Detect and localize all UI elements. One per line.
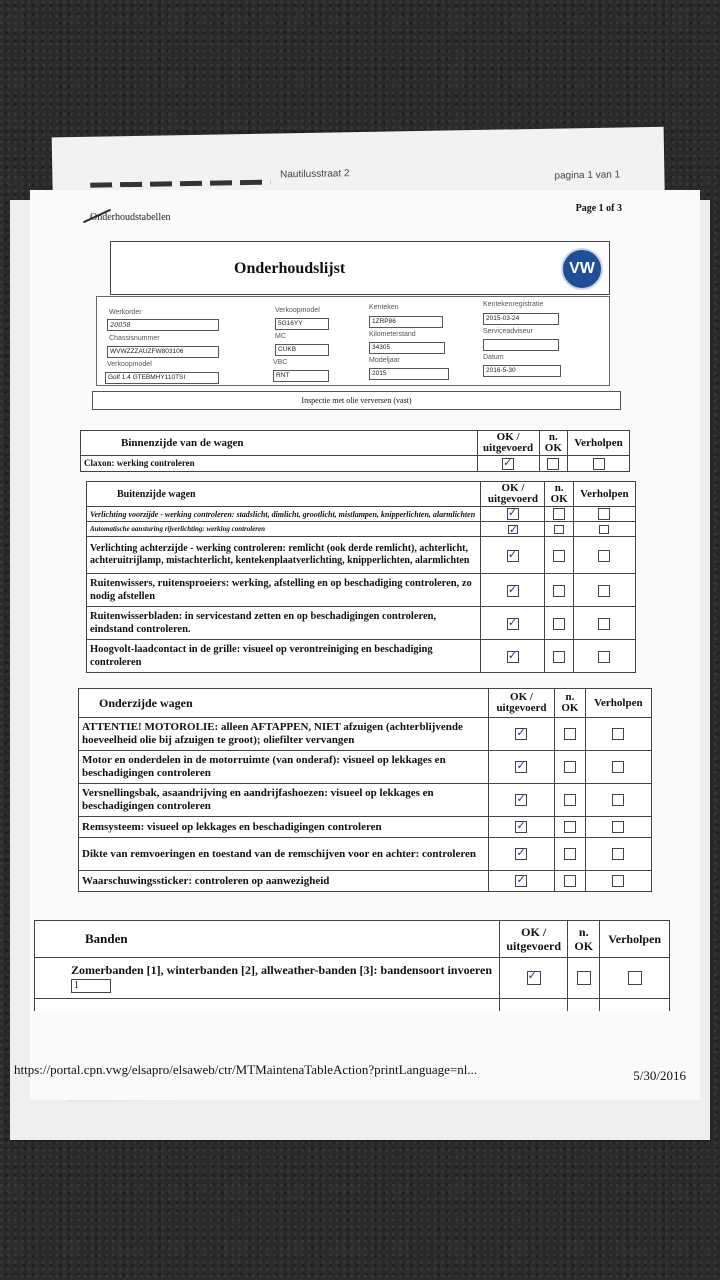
- nok-checkbox[interactable]: [564, 875, 576, 887]
- kenteken-label: Kenteken: [369, 304, 399, 311]
- ok-checkbox[interactable]: [508, 525, 518, 534]
- table-row: [87, 537, 636, 574]
- col-ok-header: OK / uitgevoerd: [477, 431, 539, 456]
- fix-checkbox[interactable]: [598, 585, 610, 597]
- nok-checkbox[interactable]: [553, 550, 565, 562]
- section-banden: [34, 920, 670, 1011]
- verkoopmodel2-label: Verkoopmodel: [107, 361, 152, 368]
- ok-checkbox[interactable]: [515, 761, 527, 773]
- section-title: Buitenzijde wagen: [87, 482, 481, 507]
- ok-checkbox[interactable]: [515, 875, 527, 887]
- row-text: Versnellingsbak, asaandrijving en aandrijfashoezen: visueel op lekkages en beschadigingen controleren: [79, 784, 489, 817]
- section-buitenzijde: [86, 481, 636, 673]
- row-text: Motor en onderdelen in de motorruimte (van onderaf): visueel op lekkages en beschadigingen controleren: [79, 751, 489, 784]
- row-text: Waarschuwingssticker: controleren op aanwezigheid: [79, 871, 489, 892]
- table-row: [79, 817, 652, 838]
- kilometerstand-label: Kilometerstand: [369, 331, 416, 338]
- kentekenregistratie-value: 2015-03-24: [483, 313, 559, 325]
- ok-checkbox[interactable]: [507, 618, 519, 630]
- row-text: Ruitenwisserbladen: in servicestand zetten en op beschadigingen controleren, eindstand controleren.: [87, 607, 481, 640]
- chassisnummer-label: Chassisnummer: [109, 335, 160, 342]
- nok-checkbox[interactable]: [554, 525, 564, 534]
- fix-checkbox[interactable]: [612, 848, 624, 860]
- col-ok-header: OK / uitgevoerd: [481, 482, 545, 507]
- section-onderzijde: [78, 688, 652, 892]
- col-nok-header: n. OK: [539, 431, 567, 456]
- table-row: [87, 574, 636, 607]
- row-text: Verlichting voorzijde - werking controleren: stadslicht, dimlicht, grootlicht, mistlampen, knipperlichten, alarmlichten: [87, 507, 481, 522]
- section-title: Banden: [35, 921, 500, 958]
- verkoopmodel-label: Verkoopmodel: [275, 307, 320, 314]
- nok-checkbox[interactable]: [564, 848, 576, 860]
- nok-checkbox[interactable]: [553, 585, 565, 597]
- fix-checkbox[interactable]: [612, 761, 624, 773]
- table-row: [87, 522, 636, 537]
- row-text: [35, 958, 500, 999]
- table-row: [79, 751, 652, 784]
- row-text: Automatische aansturing rijverlichting: werking controleren: [87, 522, 481, 537]
- vw-logo-icon: VW: [561, 248, 603, 290]
- ok-checkbox[interactable]: [502, 458, 514, 470]
- table-row: [79, 838, 652, 871]
- table-row: [87, 607, 636, 640]
- inspection-type: Inspectie met olie verversen (vast): [92, 391, 621, 410]
- fix-checkbox[interactable]: [612, 728, 624, 740]
- row-text-label: Zomerbanden [1], winterbanden [2], allweather-banden [3]: bandensoort invoeren: [71, 962, 493, 977]
- fix-checkbox[interactable]: [598, 651, 610, 663]
- vbc-value: RNT: [273, 370, 329, 382]
- footer-url: https://portal.cpn.vwg/elsapro/elsaweb/ctr/MTMaintenaTableAction?printLanguage=nl...: [14, 1062, 478, 1077]
- fix-checkbox[interactable]: [593, 458, 605, 470]
- mc-label: MC: [275, 333, 286, 340]
- page-number: Page 1 of 3: [575, 203, 622, 214]
- nok-checkbox[interactable]: [553, 651, 565, 663]
- werkorder-label: Werkorder: [109, 309, 142, 316]
- tire-type-input[interactable]: 1: [71, 979, 111, 993]
- table-row: [35, 958, 670, 999]
- col-fix-header: Verholpen: [600, 921, 670, 958]
- fix-checkbox[interactable]: [628, 971, 642, 985]
- table-row: [87, 507, 636, 522]
- serviceadviseur-value: [483, 339, 559, 351]
- title-box: [110, 241, 610, 295]
- back-sheet-street: Nautilusstraat 2: [279, 168, 350, 181]
- table-row: [79, 871, 652, 892]
- row-text: Verlichting achterzijde - werking controleren: remlicht (ook derde remlicht), achterlicht, achteruitrijlamp, mistachterlicht, kentekenplaatverlichting, knipperlichten, alarmlichten: [87, 537, 481, 574]
- col-nok-header: n. OK: [568, 921, 600, 958]
- row-text: ATTENTIE! MOTOROLIE: alleen AFTAPPEN, NIET afzuigen (achterblijvende hoeveelheid olie bij afzuigen te groot); oliefilter vervangen: [79, 718, 489, 751]
- nok-checkbox[interactable]: [553, 508, 565, 520]
- row-text: Remsysteem: visueel op lekkages en beschadigingen controleren: [79, 817, 489, 838]
- table-row: [79, 718, 652, 751]
- vbc-label: VBC: [273, 359, 288, 366]
- col-ok-header: OK / uitgevoerd: [500, 921, 568, 958]
- row-text: Hoogvolt-laadcontact in de grille: visueel op verontreiniging en beschadiging controleren: [87, 640, 481, 673]
- fix-checkbox[interactable]: [598, 550, 610, 562]
- verkoopmodel2-value: Golf 1.4 GTEBMHY110TSI: [105, 372, 219, 384]
- datum-value: 2016-5-30: [483, 365, 561, 377]
- ok-checkbox[interactable]: [515, 821, 527, 833]
- vehicle-info-box: [96, 296, 610, 386]
- modeljaar-value: 2015: [369, 368, 449, 380]
- col-fix-header: Verholpen: [568, 431, 630, 456]
- chassisnummer-value: WVWZZZAUZFW803106: [107, 346, 219, 358]
- back-sheet-page: pagina 1 van 1: [554, 169, 621, 182]
- fix-checkbox[interactable]: [598, 508, 610, 520]
- serviceadviseur-label: Serviceadviseur: [483, 328, 533, 335]
- document-title: Onderhoudslijst: [234, 260, 346, 277]
- ok-checkbox[interactable]: [527, 971, 541, 985]
- modeljaar-label: Modeljaar: [369, 357, 400, 364]
- nok-checkbox[interactable]: [564, 821, 576, 833]
- ok-checkbox[interactable]: [507, 508, 519, 520]
- nok-checkbox[interactable]: [564, 728, 576, 740]
- nok-checkbox[interactable]: [553, 618, 565, 630]
- col-fix-header: Verholpen: [573, 482, 635, 507]
- col-nok-header: n. OK: [555, 689, 586, 718]
- werkorder-value: 20058: [107, 319, 219, 331]
- fix-checkbox[interactable]: [598, 618, 610, 630]
- row-text: Ruitenwissers, ruitensproeiers: werking, afstelling en op beschadiging controleren, zo nodig afstellen: [87, 574, 481, 607]
- ok-checkbox[interactable]: [515, 794, 527, 806]
- ok-checkbox[interactable]: [515, 728, 527, 740]
- document-label: Onderhoudstabellen: [90, 212, 171, 223]
- table-row: [35, 999, 670, 1012]
- nok-checkbox[interactable]: [577, 971, 591, 985]
- verkoopmodel-value: 5G16YY: [275, 318, 329, 330]
- fix-checkbox[interactable]: [612, 821, 624, 833]
- nok-checkbox[interactable]: [564, 761, 576, 773]
- ok-checkbox[interactable]: [507, 585, 519, 597]
- fix-checkbox[interactable]: [612, 794, 624, 806]
- table-row: [87, 640, 636, 673]
- nok-checkbox[interactable]: [564, 794, 576, 806]
- footer-date: 5/30/2016: [633, 1068, 686, 1083]
- section-binnenzijde: [80, 430, 630, 472]
- fix-checkbox[interactable]: [599, 525, 609, 534]
- datum-label: Datum: [483, 354, 504, 361]
- ok-checkbox[interactable]: [507, 651, 519, 663]
- kentekenregistratie-label: Kentekenregistratie: [483, 301, 544, 308]
- table-row: [81, 456, 630, 472]
- ok-checkbox[interactable]: [507, 550, 519, 562]
- mc-value: CUKB: [275, 344, 329, 356]
- section-title: Binnenzijde van de wagen: [81, 431, 478, 456]
- fix-checkbox[interactable]: [612, 875, 624, 887]
- col-nok-header: n. OK: [545, 482, 573, 507]
- col-ok-header: OK / uitgevoerd: [488, 689, 554, 718]
- ok-checkbox[interactable]: [515, 848, 527, 860]
- kilometerstand-value: 34305: [369, 342, 445, 354]
- table-row: [79, 784, 652, 817]
- row-text: Claxon: werking controleren: [81, 456, 478, 472]
- dealer-logo-bar: [90, 180, 270, 188]
- col-fix-header: Verholpen: [585, 689, 651, 718]
- kenteken-value: 1ZRP86: [369, 316, 443, 328]
- row-text: Dikte van remvoeringen en toestand van de remschijven voor en achter: controleren: [79, 838, 489, 871]
- nok-checkbox[interactable]: [547, 458, 559, 470]
- section-title: Onderzijde wagen: [79, 689, 489, 718]
